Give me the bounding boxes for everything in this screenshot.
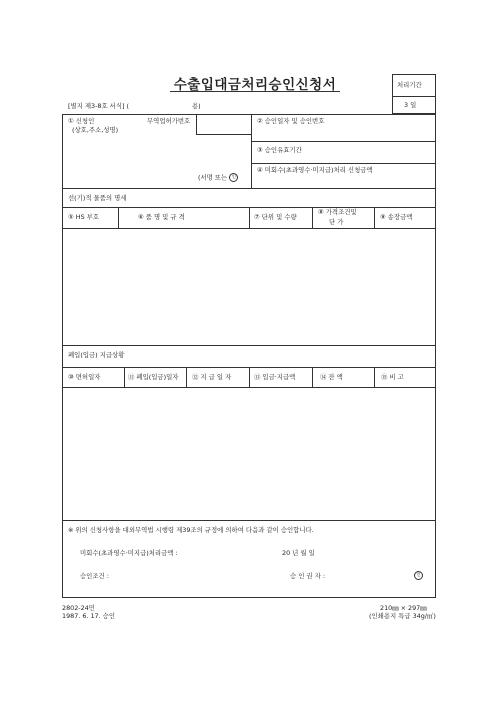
form-approval-date: 1987. 6. 17. 승인: [62, 612, 115, 620]
col-license-date: ⑩ 면허일자: [68, 373, 101, 381]
col-payment-date: ⑫ 지 급 일 자: [192, 373, 232, 381]
col-remarks: ⑮ 비 고: [381, 373, 404, 381]
section3-col-sep-3: [249, 367, 250, 387]
applicant-sub-label: (상호,주소,성명): [72, 126, 119, 134]
section1-divider: [251, 114, 252, 188]
col-invoice-amount: ⑨ 송장금액: [380, 213, 413, 221]
section2-col-sep-2: [249, 207, 250, 228]
form-code: 2802-24민: [62, 604, 95, 612]
approver-seal-icon: 인: [414, 571, 423, 580]
section2-col-sep-1: [118, 207, 119, 228]
trade-license-label: 무역업허가번호: [147, 117, 191, 125]
approval-date: 20 년 월 일: [282, 549, 315, 557]
section3-col-sep-5: [374, 367, 375, 387]
section3-col-sep-4: [312, 367, 313, 387]
seal-stamp-icon: 인: [229, 173, 238, 182]
section3-header-bottom: [62, 387, 436, 388]
col-item-spec: ⑥ 품 명 및 규 격: [138, 213, 185, 221]
approver-seal: [414, 571, 423, 580]
approval-condition-label: 승인조건 :: [80, 572, 109, 580]
processing-period-label: 처리기간: [397, 81, 422, 89]
form-title: 수출입대금처리승인신청서: [173, 77, 337, 93]
paper-size: 210㎜ × 297㎜: [380, 604, 427, 612]
section1-row-line-2: [251, 163, 436, 164]
license-box-left: [196, 114, 197, 134]
col-payment-amount: ⑬ 입금·지급액: [254, 373, 296, 381]
license-box-bottom: [196, 134, 251, 135]
form-reference: [별지 제3-8호 서식] (: [68, 102, 130, 110]
section2-col-sep-4: [374, 207, 375, 228]
approved-amount-label: 미회수(초과영수·미지급)처리금액 :: [80, 549, 178, 557]
form-reference-suffix: 용): [192, 102, 201, 110]
section3-col-sep-2: [186, 367, 187, 387]
col-price-terms: ⑧ 가격조건및: [318, 208, 357, 216]
col-hs-code: ⑤ HS 부호: [68, 213, 100, 221]
section2-header-bottom: [62, 228, 436, 229]
approval-number-label: ② 승인일자 및 승인번호: [257, 117, 325, 125]
section3-col-sep-1: [124, 367, 125, 387]
payment-status-heading: 폐입(입금) 지급상황: [68, 351, 125, 359]
section2-col-sep-3: [312, 207, 313, 228]
applicant-label: ① 신청인: [68, 117, 95, 125]
approval-statement: ※ 위의 신청사항을 대외무역법 시행령 제39조의 규정에 의하여 다음과 같이 승인합니다.: [68, 526, 314, 534]
section3-bottom-line: [62, 520, 436, 521]
processing-period-divider: [392, 96, 436, 97]
col-balance: ⑭ 잔 액: [320, 373, 343, 381]
processing-period-value: 3 일: [404, 101, 417, 109]
validity-period-label: ③ 승인유효기간: [257, 146, 302, 154]
section2-bottom-line: [62, 345, 436, 346]
col-unit-price: 단 가: [329, 218, 344, 226]
paper-spec: (인쇄용지 특급 34g/㎡): [369, 612, 436, 620]
section1-row-line-1: [251, 141, 436, 142]
signature-text: (서명 또는: [198, 173, 228, 182]
col-payin-date: ⑪ 폐입(입금)일자: [128, 373, 179, 381]
approver-label: 승 인 권 자 :: [290, 572, 325, 580]
shipment-heading: 선(기)적 물품의 명세: [68, 194, 127, 202]
section1-bottom-line: [62, 188, 436, 189]
signature-label: [198, 173, 238, 182]
title-underline: [170, 91, 340, 92]
col-unit-quantity: ⑦ 단위 및 수량: [254, 213, 297, 221]
requested-amount-label: ④ 미회수(초과영수·미지급)처리 신청금액: [257, 166, 373, 174]
